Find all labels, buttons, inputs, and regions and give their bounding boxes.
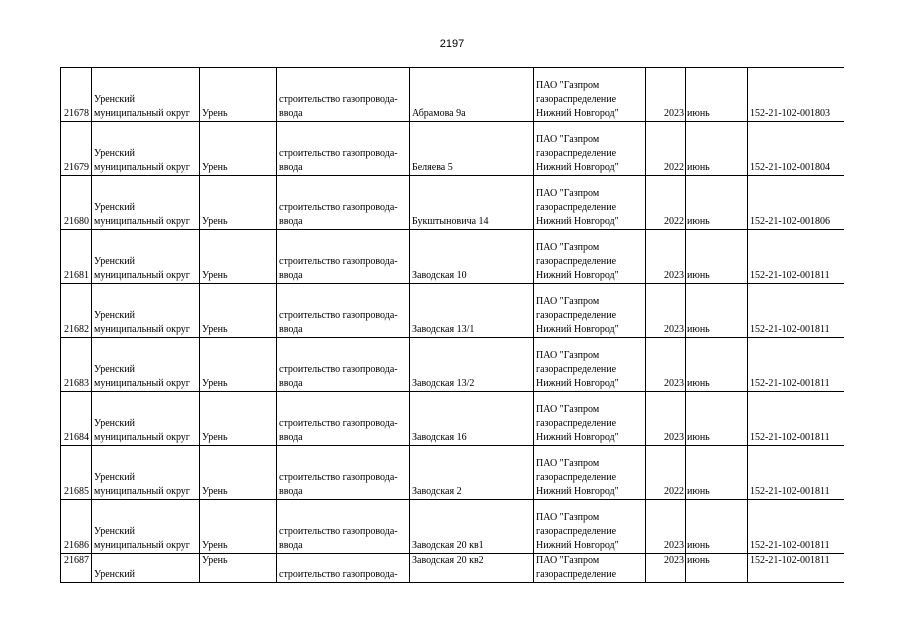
organization-line: Нижний Новгород": [536, 486, 619, 497]
cell-year: 2023: [646, 284, 686, 338]
work-line: строительство газопровода-: [279, 148, 398, 159]
organization-line: ПАО "Газпром: [536, 350, 600, 361]
cell-code: 152-21-102-001811: [748, 338, 845, 392]
cell-municipality: [92, 284, 200, 338]
cell-month: июнь: [686, 68, 748, 122]
cell-id: 21678: [61, 68, 92, 122]
organization-line: газораспределение: [536, 569, 617, 580]
cell-work: [277, 392, 410, 446]
work-line: ввода: [279, 108, 303, 119]
work-line: ввода: [279, 216, 303, 227]
page-number: 2197: [439, 38, 465, 50]
cell-month: июнь: [686, 122, 748, 176]
cell-code: 152-21-102-001811: [748, 230, 845, 284]
cell-code: 152-21-102-001806: [748, 176, 845, 230]
organization-line: газораспределение: [536, 202, 617, 213]
cell-year: 2023: [646, 554, 686, 583]
cell-organization: [534, 338, 646, 392]
work-line: ввода: [279, 432, 303, 443]
cell-id: 21687: [61, 554, 92, 583]
cell-code: 152-21-102-001811: [748, 446, 845, 500]
municipality-line: муниципальный округ: [94, 432, 190, 443]
organization-line: Нижний Новгород": [536, 540, 619, 551]
cell-organization: [534, 230, 646, 284]
cell-address: Букштыновича 14: [410, 176, 534, 230]
organization-line: газораспределение: [536, 418, 617, 429]
municipality-line: Уренский: [94, 94, 135, 105]
municipality-line: муниципальный округ: [94, 162, 190, 173]
table-row: [61, 338, 845, 392]
organization-line: Нижний Новгород": [536, 324, 619, 335]
municipality-line: муниципальный округ: [94, 216, 190, 227]
cell-id: 21683: [61, 338, 92, 392]
table-row: [61, 122, 845, 176]
cell-locality: Урень: [200, 68, 277, 122]
work-line: строительство газопровода-: [279, 418, 398, 429]
cell-organization: [534, 446, 646, 500]
organization-line: ПАО "Газпром: [536, 512, 600, 523]
cell-municipality: [92, 554, 200, 583]
table-row: [61, 230, 845, 284]
cell-address: Заводская 20 кв1: [410, 500, 534, 554]
cell-code: 152-21-102-001804: [748, 122, 845, 176]
table-row-partial: [61, 554, 845, 583]
work-line: ввода: [279, 486, 303, 497]
cell-organization: [534, 68, 646, 122]
work-line: строительство газопровода-: [279, 202, 398, 213]
cell-address: Беляева 5: [410, 122, 534, 176]
cell-year: 2023: [646, 500, 686, 554]
work-line: ввода: [279, 162, 303, 173]
municipality-line: Уренский: [94, 364, 135, 375]
work-line: строительство газопровода-: [279, 94, 398, 105]
cell-id: 21680: [61, 176, 92, 230]
cell-code: 152-21-102-001811: [748, 500, 845, 554]
cell-year: 2022: [646, 122, 686, 176]
cell-id: 21684: [61, 392, 92, 446]
organization-line: ПАО "Газпром: [536, 296, 600, 307]
organization-line: газораспределение: [536, 148, 617, 159]
municipality-line: Уренский: [94, 569, 135, 580]
gas-pipeline-table: [60, 67, 844, 583]
cell-month: июнь: [686, 500, 748, 554]
cell-locality: Урень: [200, 230, 277, 284]
cell-organization: [534, 554, 646, 583]
cell-month: июнь: [686, 446, 748, 500]
cell-address: Заводская 13/1: [410, 284, 534, 338]
cell-municipality: [92, 68, 200, 122]
cell-code: 152-21-102-001803: [748, 68, 845, 122]
work-line: строительство газопровода-: [279, 310, 398, 321]
municipality-line: Уренский: [94, 256, 135, 267]
cell-address: Заводская 10: [410, 230, 534, 284]
organization-line: газораспределение: [536, 310, 617, 321]
cell-id: 21681: [61, 230, 92, 284]
organization-line: ПАО "Газпром: [536, 80, 600, 91]
cell-locality: Урень: [200, 500, 277, 554]
work-line: ввода: [279, 378, 303, 389]
municipality-line: муниципальный округ: [94, 378, 190, 389]
cell-organization: [534, 392, 646, 446]
work-line: ввода: [279, 324, 303, 335]
municipality-line: муниципальный округ: [94, 108, 190, 119]
cell-address: Заводская 16: [410, 392, 534, 446]
municipality-line: Уренский: [94, 310, 135, 321]
cell-work: [277, 284, 410, 338]
cell-municipality: [92, 338, 200, 392]
cell-work: [277, 122, 410, 176]
cell-work: [277, 230, 410, 284]
organization-line: Нижний Новгород": [536, 270, 619, 281]
cell-address: Заводская 20 кв2: [410, 554, 534, 583]
municipality-line: Уренский: [94, 202, 135, 213]
cell-year: 2023: [646, 338, 686, 392]
cell-code: 152-21-102-001811: [748, 554, 845, 583]
cell-locality: Урень: [200, 122, 277, 176]
municipality-line: муниципальный округ: [94, 540, 190, 551]
cell-work: [277, 338, 410, 392]
organization-line: ПАО "Газпром: [536, 404, 600, 415]
cell-year: 2022: [646, 176, 686, 230]
cell-month: июнь: [686, 176, 748, 230]
organization-line: ПАО "Газпром: [536, 458, 600, 469]
cell-work: [277, 68, 410, 122]
cell-work: [277, 554, 410, 583]
cell-year: 2022: [646, 446, 686, 500]
cell-id: 21686: [61, 500, 92, 554]
cell-year: 2023: [646, 392, 686, 446]
organization-line: газораспределение: [536, 526, 617, 537]
organization-line: газораспределение: [536, 364, 617, 375]
table-row: [61, 176, 845, 230]
table-body: [61, 68, 845, 583]
work-line: строительство газопровода-: [279, 364, 398, 375]
cell-municipality: [92, 176, 200, 230]
cell-year: 2023: [646, 230, 686, 284]
cell-municipality: [92, 122, 200, 176]
table-row: [61, 284, 845, 338]
cell-locality: Урень: [200, 446, 277, 500]
municipality-line: Уренский: [94, 526, 135, 537]
organization-line: ПАО "Газпром: [536, 188, 600, 199]
table-row: [61, 446, 845, 500]
table-row: [61, 68, 845, 122]
cell-month: июнь: [686, 554, 748, 583]
organization-line: газораспределение: [536, 94, 617, 105]
cell-address: Абрамова 9а: [410, 68, 534, 122]
cell-locality: Урень: [200, 284, 277, 338]
organization-line: ПАО "Газпром: [536, 242, 600, 253]
cell-month: июнь: [686, 338, 748, 392]
cell-organization: [534, 500, 646, 554]
work-line: строительство газопровода-: [279, 256, 398, 267]
organization-line: Нижний Новгород": [536, 378, 619, 389]
cell-municipality: [92, 392, 200, 446]
cell-month: июнь: [686, 230, 748, 284]
cell-address: Заводская 13/2: [410, 338, 534, 392]
organization-line: ПАО "Газпром: [536, 134, 600, 145]
work-line: строительство газопровода-: [279, 472, 398, 483]
cell-municipality: [92, 500, 200, 554]
cell-organization: [534, 122, 646, 176]
municipality-line: Уренский: [94, 418, 135, 429]
municipality-line: Уренский: [94, 148, 135, 159]
cell-code: 152-21-102-001811: [748, 392, 845, 446]
cell-year: 2023: [646, 68, 686, 122]
organization-line: Нижний Новгород": [536, 432, 619, 443]
cell-locality: Урень: [200, 392, 277, 446]
work-line: ввода: [279, 270, 303, 281]
cell-work: [277, 446, 410, 500]
municipality-line: муниципальный округ: [94, 270, 190, 281]
organization-line: газораспределение: [536, 256, 617, 267]
table-row: [61, 392, 845, 446]
cell-locality: Урень: [200, 338, 277, 392]
organization-line: Нижний Новгород": [536, 108, 619, 119]
organization-line: ПАО "Газпром: [536, 555, 600, 566]
cell-work: [277, 176, 410, 230]
work-line: строительство газопровода-: [279, 526, 398, 537]
work-line: строительство газопровода-: [279, 569, 398, 580]
cell-code: 152-21-102-001811: [748, 284, 845, 338]
organization-line: газораспределение: [536, 472, 617, 483]
cell-work: [277, 500, 410, 554]
cell-locality: Урень: [200, 554, 277, 583]
cell-organization: [534, 284, 646, 338]
cell-id: 21682: [61, 284, 92, 338]
cell-address: Заводская 2: [410, 446, 534, 500]
cell-month: июнь: [686, 284, 748, 338]
municipality-line: муниципальный округ: [94, 324, 190, 335]
municipality-line: муниципальный округ: [94, 486, 190, 497]
gas-pipeline-table-container: [60, 67, 844, 583]
cell-municipality: [92, 446, 200, 500]
cell-id: 21685: [61, 446, 92, 500]
organization-line: Нижний Новгород": [536, 216, 619, 227]
municipality-line: Уренский: [94, 472, 135, 483]
table-row: [61, 500, 845, 554]
organization-line: Нижний Новгород": [536, 162, 619, 173]
cell-id: 21679: [61, 122, 92, 176]
cell-municipality: [92, 230, 200, 284]
cell-organization: [534, 176, 646, 230]
cell-locality: Урень: [200, 176, 277, 230]
cell-month: июнь: [686, 392, 748, 446]
work-line: ввода: [279, 540, 303, 551]
